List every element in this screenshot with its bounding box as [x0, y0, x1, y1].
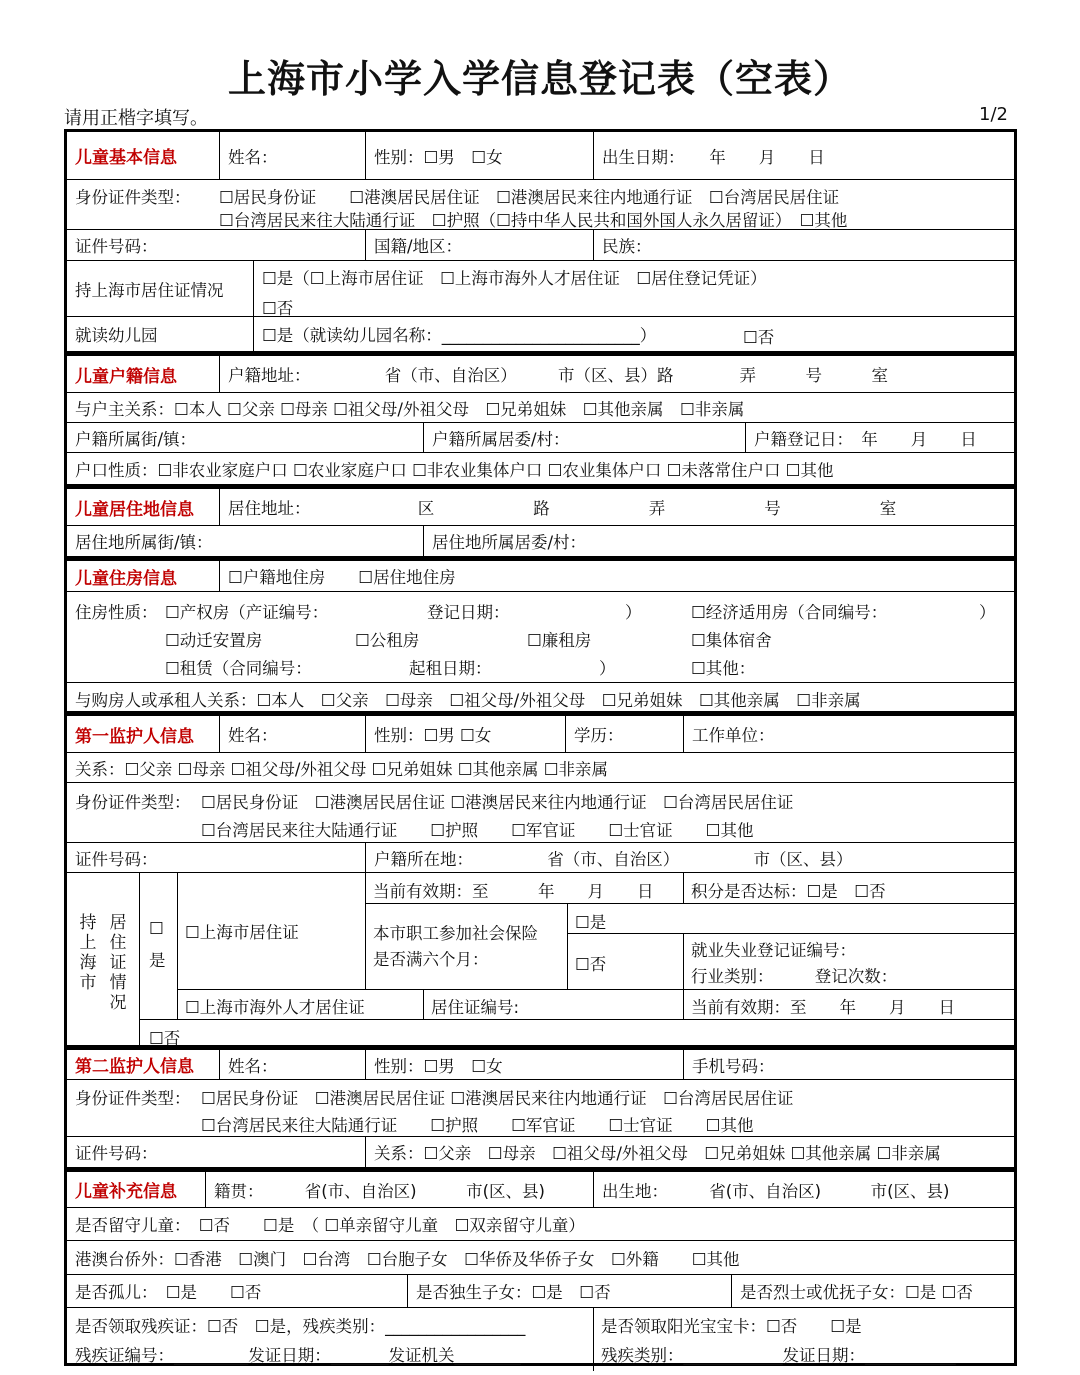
property-close: ） — [625, 603, 642, 622]
hukou-address-field[interactable]: 户籍地址： 省（市、自治区） 市（区、县）路 弄 号 室 — [219, 356, 1014, 392]
sh-residence-permit-option[interactable]: ☐上海市居住证 — [185, 923, 299, 942]
section-child-residence — [67, 484, 1014, 556]
disability-cert-options[interactable]: 是否领取残疾证：☐否 ☐是，残疾类别：_________________ — [75, 1317, 526, 1336]
row-hukou-street — [67, 423, 1014, 453]
permit-number-field[interactable]: 居住证编号: — [431, 998, 520, 1017]
instruction-note: 请用正楷字填写。 — [64, 108, 208, 129]
lease-close: ） — [599, 659, 616, 678]
native-place-field[interactable]: 籍贯： 省(市、自治区) 市(区、县) — [205, 1172, 593, 1207]
ethnicity-field[interactable]: 民族： — [593, 230, 1014, 260]
household-head-relation[interactable]: 与户主关系：☐本人 ☐父亲 ☐母亲 ☐祖父母/外祖父母 ☐兄弟姐妹 ☐其他亲属 ☐非亲属 — [75, 399, 745, 419]
nationality-field[interactable]: 国籍/地区： — [365, 230, 593, 260]
guardian1-name-field[interactable]: 姓名： — [219, 716, 365, 752]
economic-housing-close: ） — [979, 603, 996, 622]
guardian1-education-field[interactable]: 学历： — [565, 716, 683, 752]
guardian2-id-options-2[interactable]: ☐台湾居民来往大陆通行证 ☐护照 ☐军官证 ☐士官证 ☐其他 — [201, 1116, 754, 1135]
row-residence-address — [67, 489, 1014, 526]
insurance-question: 本市职工参加社会保险 是否满六个月： — [373, 924, 538, 969]
property-reg-date[interactable]: 登记日期： — [427, 603, 510, 622]
insurance-yes[interactable]: ☐是 — [575, 913, 607, 932]
section-header: 儿童户籍信息 — [75, 366, 177, 387]
buyer-relation-options[interactable]: 与购房人或承租人关系：☐本人 ☐父亲 ☐母亲 ☐祖父母/外祖父母 ☐兄弟姐妹 ☐其他亲属 ☐非亲属 — [75, 690, 861, 710]
row-guardian2-basic — [67, 1050, 1014, 1080]
insurance-no[interactable]: ☐否 — [575, 955, 607, 974]
section-child-housing — [67, 556, 1014, 711]
row-orphan — [67, 1275, 1014, 1308]
permit-yes-box[interactable]: ☐ — [149, 919, 164, 938]
section-child-supplement — [67, 1167, 1014, 1366]
row-overseas — [67, 1241, 1014, 1275]
residence-address-field[interactable]: 居住地址： 区 路 弄 号 室 — [219, 489, 1014, 525]
id-type-options-1[interactable]: ☐居民身份证 ☐港澳居民居住证 ☐港澳居民来往内地通行证 ☐台湾居民居住证 — [219, 188, 840, 207]
row-housing-nature — [67, 592, 1014, 683]
housing-location-options[interactable]: ☐户籍地住房 ☐居住地住房 — [219, 561, 1014, 591]
public-rental-option[interactable]: ☐公租房 — [355, 631, 420, 650]
section-header: 儿童基本信息 — [75, 148, 177, 168]
martyr-child-options[interactable]: 是否烈士或优抚子女：☐是 ☐否 — [731, 1275, 1014, 1307]
overseas-permit-option[interactable]: ☐上海市海外人才居住证 — [185, 998, 365, 1017]
guardian2-phone-field[interactable]: 手机号码： — [683, 1050, 1014, 1079]
guardian1-relation-options[interactable]: 关系：☐父亲 ☐母亲 ☐祖父母/外祖父母 ☐兄弟姐妹 ☐其他亲属 ☐非亲属 — [75, 759, 609, 779]
row-hukou-address — [67, 356, 1014, 393]
points-qualified[interactable]: 积分是否达标：☐是 ☐否 — [691, 882, 886, 901]
overseas-permit-valid[interactable]: 当前有效期：至 年 月 日 — [691, 998, 955, 1017]
economic-housing-option[interactable]: ☐经济适用房（合同编号： — [691, 603, 888, 622]
id-type-label: 身份证件类型： — [75, 188, 191, 207]
row-housing-type — [67, 561, 1014, 592]
housing-nature-label: 住房性质： — [75, 603, 158, 622]
guardian1-id-number-field[interactable]: 证件号码： — [75, 849, 158, 869]
child-id-number-field[interactable]: 证件号码： — [75, 237, 158, 256]
permit-label-col1: 持 上 海 市 — [79, 913, 97, 993]
guardian2-relation-options[interactable]: 关系：☐父亲 ☐母亲 ☐祖父母/外祖父母 ☐兄弟姐妹 ☐其他亲属 ☐非亲属 — [365, 1137, 1014, 1167]
section-header: 儿童补充信息 — [75, 1182, 177, 1202]
guardian1-gender-field[interactable]: 性别：☐男 ☐女 — [365, 716, 565, 752]
child-name-field[interactable]: 姓名： — [219, 132, 365, 179]
permit-yes-text: 是 — [149, 951, 166, 970]
guardian1-id-options-2[interactable]: ☐台湾居民来往大陆通行证 ☐护照 ☐军官证 ☐士官证 ☐其他 — [201, 821, 754, 840]
id-type-label: 身份证件类型： — [75, 1089, 191, 1108]
row-id-type — [67, 180, 1014, 230]
section-guardian-2 — [67, 1045, 1014, 1167]
low-rent-option[interactable]: ☐廉租房 — [527, 631, 592, 650]
section-header: 儿童住房信息 — [75, 568, 177, 589]
residence-permit-label: 持上海市居住证情况 — [75, 280, 224, 300]
overseas-options[interactable]: 港澳台侨外：☐香港 ☐澳门 ☐台湾 ☐台胞子女 ☐华侨及华侨子女 ☐外籍 ☐其他 — [75, 1249, 740, 1269]
guardian1-hukou-place-field[interactable]: 户籍所在地： 省（市、自治区） 市（区、县） — [365, 843, 1014, 872]
row-guardian1-id-no — [67, 843, 1014, 873]
permit-no-option[interactable]: ☐否 — [149, 1029, 181, 1048]
industry-reg-count[interactable]: 行业类别： 登记次数： — [691, 967, 898, 986]
page-number: 1/2 — [979, 104, 1008, 125]
residence-permit-no[interactable]: ☐否 — [262, 299, 294, 316]
row-id-no — [67, 230, 1014, 261]
section-header: 第二监护人信息 — [75, 1057, 194, 1077]
id-type-label: 身份证件类型： — [75, 793, 191, 812]
guardian1-permit-block — [67, 873, 1014, 1050]
guardian2-id-options-1[interactable]: ☐居民身份证 ☐港澳居民居住证 ☐港澳居民来往内地通行证 ☐台湾居民居住证 — [201, 1089, 794, 1108]
row-guardian2-id-no — [67, 1137, 1014, 1167]
lease-option[interactable]: ☐租赁（合同编号： — [165, 659, 312, 678]
row-guardian1-basic — [67, 716, 1014, 753]
kindergarten-label: 就读幼儿园 — [75, 326, 158, 345]
residence-committee-field[interactable]: 居住地所属居委/村： — [423, 526, 1014, 556]
dormitory-option[interactable]: ☐集体宿舍 — [691, 631, 772, 650]
only-child-options[interactable]: 是否独生子女：☐是 ☐否 — [407, 1275, 731, 1307]
guardian1-employer-field[interactable]: 工作单位： — [683, 716, 1014, 752]
row-basic-1 — [67, 132, 1014, 180]
disability-cert-details[interactable]: 残疾证编号：_________发证日期：_______发证机关________ — [75, 1346, 521, 1365]
child-birth-field[interactable]: 出生日期： 年 月 日 — [593, 132, 1014, 179]
sunshine-card-details[interactable]: 残疾类别：____________发证日期：___________ — [601, 1346, 956, 1365]
row-guardian2-id-type — [67, 1080, 1014, 1137]
residence-street-field[interactable]: 居住地所属街/镇： — [75, 533, 213, 552]
section-header: 第一监护人信息 — [75, 726, 194, 747]
row-kindergarten — [67, 317, 1014, 351]
guardian2-gender-field[interactable]: 性别：☐男 ☐女 — [365, 1050, 683, 1079]
permit-valid-until[interactable]: 当前有效期：至 年 月 日 — [373, 882, 654, 901]
lease-start-date[interactable]: 起租日期： — [409, 659, 492, 678]
hukou-street-field[interactable]: 户籍所属街/镇： — [75, 429, 197, 449]
relocation-housing-option[interactable]: ☐动迁安置房 — [165, 631, 263, 650]
sunshine-card-options[interactable]: 是否领取阳光宝宝卡：☐否 ☐是 — [601, 1317, 862, 1336]
orphan-options[interactable]: 是否孤儿： ☐是 ☐否 — [75, 1283, 262, 1302]
row-guardian1-relation — [67, 753, 1014, 783]
guardian1-id-options-1[interactable]: ☐居民身份证 ☐港澳居民居住证 ☐港澳居民来往内地通行证 ☐台湾居民居住证 — [201, 793, 794, 812]
kindergarten-yes[interactable]: ☐是（就读幼儿园名称：________________________） — [253, 317, 743, 351]
row-residence-permit — [67, 261, 1014, 317]
child-gender-field[interactable]: 性别：☐男 ☐女 — [365, 132, 593, 179]
row-guardian1-id-type — [67, 783, 1014, 843]
permit-label-col2: 居 住 证 情 况 — [109, 913, 127, 1013]
row-disability — [67, 1308, 1014, 1371]
employment-reg-no[interactable]: 就业失业登记证编号： — [691, 941, 856, 960]
registration-form — [64, 129, 1017, 1366]
guardian2-name-field[interactable]: 姓名： — [219, 1050, 365, 1079]
hukou-reg-date-field[interactable]: 户籍登记日： 年 月 日 — [745, 423, 1014, 452]
hukou-type-options[interactable]: 户口性质：☐非农业家庭户口 ☐农业家庭户口 ☐非农业集体户口 ☐农业集体户口 ☐未落常住户口 ☐其他 — [75, 460, 834, 480]
row-native-place — [67, 1172, 1014, 1208]
hukou-committee-field[interactable]: 户籍所属居委/村： — [423, 423, 745, 452]
form-title: 上海市小学入学信息登记表（空表） — [227, 57, 852, 101]
row-household-relation — [67, 393, 1014, 423]
residence-permit-options — [253, 261, 1014, 316]
other-housing-option[interactable]: ☐其他： — [691, 659, 756, 678]
row-left-behind — [67, 1208, 1014, 1241]
row-hukou-type — [67, 453, 1014, 484]
section-child-hukou — [67, 351, 1014, 484]
section-guardian-1 — [67, 711, 1014, 1048]
property-option[interactable]: ☐产权房（产证编号： — [165, 603, 329, 622]
left-behind-options[interactable]: 是否留守儿童： ☐否 ☐是 （ ☐单亲留守儿童 ☐双亲留守儿童） — [75, 1216, 585, 1235]
residence-permit-yes[interactable]: ☐是（☐上海市居住证 ☐上海市海外人才居住证 ☐居住登记凭证） — [262, 269, 767, 288]
guardian2-id-number-field[interactable]: 证件号码： — [75, 1144, 158, 1163]
birthplace-field[interactable]: 出生地： 省(市、自治区) 市(区、县) — [593, 1172, 1014, 1207]
section-header: 儿童居住地信息 — [75, 499, 194, 520]
id-type-options-2[interactable]: ☐台湾居民来往大陆通行证 ☐护照（☐持中华人民共和国外国人永久居留证） ☐其他 — [219, 211, 848, 230]
row-residence-street — [67, 526, 1014, 556]
kindergarten-no[interactable]: ☐否 — [743, 328, 775, 347]
section-child-basic — [67, 132, 1014, 351]
row-buyer-relation — [67, 683, 1014, 714]
